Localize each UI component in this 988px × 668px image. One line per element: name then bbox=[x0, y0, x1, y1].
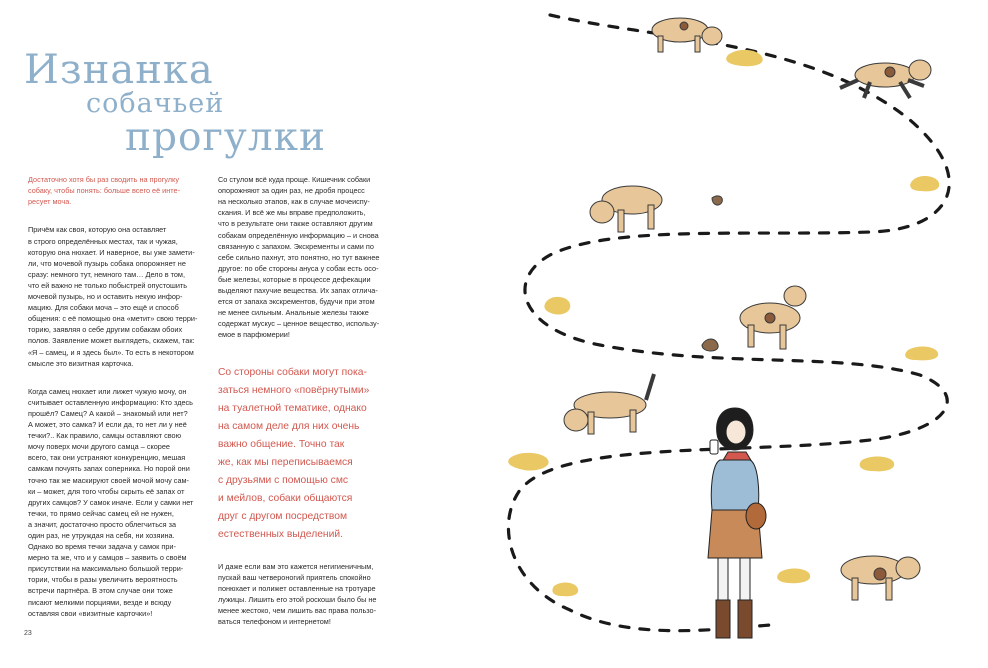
dog-running-icon bbox=[840, 60, 931, 98]
girl-with-phone-icon bbox=[708, 408, 766, 638]
body-paragraph-2: Когда самец нюхает или лижет чужую мочу, он считывает оставленную информацию: Кто здесь прошёл? Самец? А какой – знакомый или нет? А может, это самка? И если да, то нет ли у неё течки?.. Как правило, самцы оставляют свою мочу поверх мочи другого самца – скорее всего, так они устраняют конкуренцию, мешая самкам почуять запах соперника. Но порой они точно так же маскируют своей мочой мочу сам- ки – может, для того чтобы скрыть её запах от других самцов? У самок иначе. Если у самки нет течки, то прямо сейчас самец ей не нужен, а значит, достаточно просто облегчиться за один раз, не утруждая на себя, ни хозяина. Однако во время течки задача у самок при- мерно та же, что и у самцов – заявить о своём присутствии на максимально большой терри- тории, чтобы в разы увеличить вероятность встречи партнёра. В этом случае они тоже писают мелкими порциями, везде и всюду оставляя свои «визитные карточки»! bbox=[28, 386, 194, 618]
lead-paragraph: Достаточно хотя бы раз сводить на прогулку собаку, чтобы понять: больше всего её инте- ресует моча. bbox=[28, 175, 181, 207]
pull-quote: Со стороны собаки могут пока- заться немного «повёрнутыми» на туалетной тематике, однако на самом деле для них очень важно общение. Точно так же, как мы переписываемся с друзьями с помощью смс и мейлов, собаки общаются друг с другом посредством естественных выделений. bbox=[218, 366, 370, 540]
body-paragraph-1: Причём как своя, которую она оставляет в строго определённых местах, так и чужая, которую она нюхает. И наверное, вы уже замети- ли, что мочевой пузырь собака опорожняет не сразу: немного тут, немного там… Дело в том, что ей важно не только побыстрей опустошить мочевой пузырь, но и оставить некую инфор- мацию. Для собаки моча – это ещё и способ общения: с её помощью она «метит» свою терри- торию, заявляя о себе другим собакам обоих полов. Заявление может выглядеть, скажем, так: «Я – самец, и я здесь был». То есть в некотором смысле это визитная карточка. bbox=[28, 225, 198, 368]
puddle-icon bbox=[777, 568, 810, 583]
dog-walking-icon bbox=[564, 374, 654, 434]
dog-sniffing-icon bbox=[652, 18, 722, 52]
dog-pooping-icon bbox=[590, 186, 722, 232]
dog-walk-illustration bbox=[480, 0, 988, 668]
puddle-icon bbox=[552, 582, 578, 596]
dog-peeing-icon bbox=[841, 556, 920, 600]
puddle-icon bbox=[726, 50, 763, 66]
right-text-column bbox=[218, 163, 390, 644]
body-paragraph-3: Со стулом всё куда проще. Кишечник собаки опорожняют за один раз, не дробя процесс на несколько этапов, как в случае мочеиспу- скания. И всё же мы вправе предположить, что в результате они также оставляют другим собакам определённую информацию – и снова связанную с запахом. Экскременты и сами по себе сильно пахнут, это понятно, но тут важнее другое: по обе стороны ануса у собак есть осо- бые железы, которые в процессе дефекации выделяют пахучие вещества. Их запах отлича- ется от запаха экскрементов, будучи при этом не менее сильным. Анальные железы также содержат мускус – ценное вещество, использу- емое в парфюмерии! bbox=[218, 175, 380, 340]
dog-marking-icon bbox=[702, 286, 806, 351]
title-line-1: Изнанка bbox=[24, 47, 214, 93]
puddle-icon bbox=[544, 297, 570, 315]
puddle-icon bbox=[508, 453, 548, 471]
title-line-3: прогулки bbox=[125, 115, 326, 160]
body-paragraph-4: И даже если вам это кажется негигиеничным, пускай ваш четвероногий приятель спокойно понюхает и полижет оставленные на тротуаре лужицы. Лишить его этой роскоши было бы не менее жестоко, чем лишить вас права пользо- ваться телефоном и интернетом! bbox=[218, 561, 377, 627]
puddle-icon bbox=[905, 346, 938, 360]
puddle-icon bbox=[910, 176, 939, 191]
left-text-column bbox=[28, 163, 206, 636]
page-number: 23 bbox=[24, 630, 32, 637]
title-line-2: собачьей bbox=[86, 88, 225, 119]
puddle-icon bbox=[860, 456, 895, 471]
